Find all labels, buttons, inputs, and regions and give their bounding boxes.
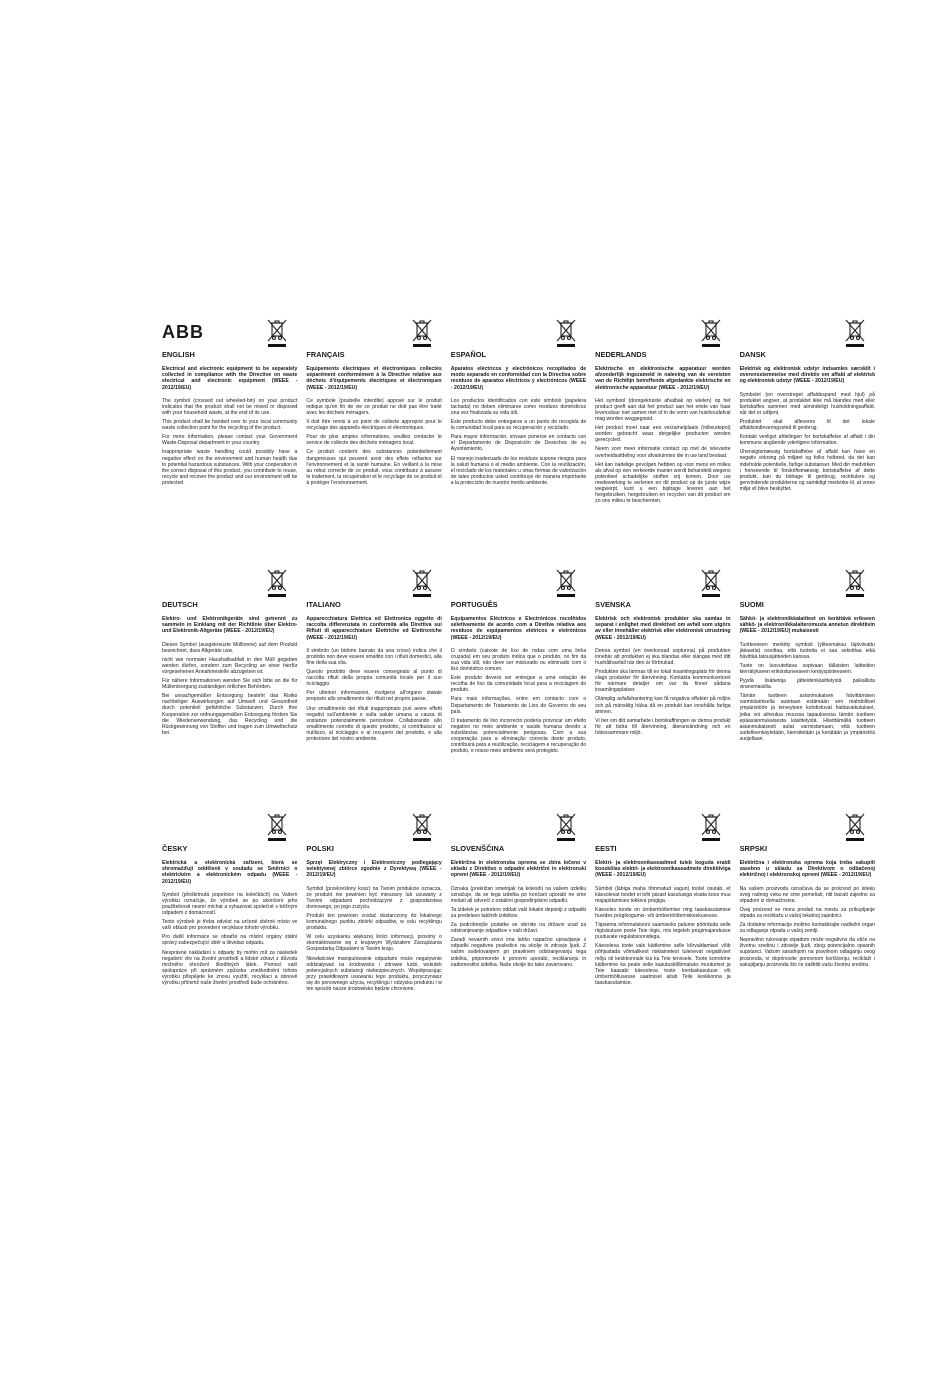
paragraph: Dieses Symbol (ausgekreuzte Mülltonne) auf dem Produkt bezeichnet, dass Altgeräte usw.	[162, 641, 298, 654]
crossed-out-wheelie-bin-icon	[555, 812, 577, 842]
section-title: Equipamentos Eléctricos e Electrónicos recolhidos seletivamente de acordo com a Diretiva relativa aos resíduos de equipamentos elétricos e eletrónicos (WEEE - 2012/19/EU)	[450, 616, 587, 641]
crossed-out-wheelie-bin-icon	[266, 318, 288, 348]
paragraph: Het kan nadelige gevolgen hebben op voor mens en milieu als afval op een verkeerde manier wordt behandeld wegens potentieel schadelijke stoffen vrij komen. Door uw medewerking te verlenen en dit product op de juiste wijze wegwerpt, kunt u een bijdrage leveren aan het hergebruiken, hergebruiken en recyclen van dit product om zo ons milieu te beschermen.	[595, 461, 731, 505]
paragraph: Produkten ska lämnas till en lokal insamlingsplats för denna slags produkter för återvinning. Kontakta kommunkontoret för närmare detaljer om var du finner sådana insamlingsplatser.	[595, 669, 731, 694]
section-polski	[306, 812, 450, 995]
section-italiano	[306, 568, 450, 757]
section-row-3	[162, 812, 884, 995]
section-title: Električna i elektronska oprema koja treba sakupiti zasebno u skladu sa Direktivom o odbačenoj električnoj i elektronskoj opremi (WEEE - 2012/19/EU)	[739, 860, 875, 879]
crossed-out-wheelie-bin-icon	[555, 568, 577, 598]
language-heading: DEUTSCH	[162, 600, 198, 609]
paragraph: For more information, please contact your Government Waste-Disposal department in your country.	[162, 434, 298, 447]
crossed-out-wheelie-bin-icon	[266, 812, 288, 842]
section-title: Sähkö- ja elektroniikkalaitteet on kerättävä erikseen sähkö- ja elektroniikkalaiteromusta annetun direktiivin (WEEE - 2012/19/EU) mukaisesti	[739, 616, 875, 635]
crossed-out-wheelie-bin-icon	[844, 812, 866, 842]
crossed-out-wheelie-bin-icon	[700, 812, 722, 842]
language-heading: SVENSKA	[595, 600, 631, 609]
paragraph: Niewłaściwe manipulowanie odpadami może negatywnie oddziaływać na środowisko i zdrowie ludzi, wskutek potencjalnych substancji niebezpiecznych. Współpracując przy prawidłowym usuwaniu tego produktu, przyczyniasz się do ponownego użycia, recyklingu i odzysku produktu i w ten sposób nasze środowisko będzie chronione.	[306, 955, 442, 993]
section-title: Sprzęt Elektryczny i Elektroniczny podlegający selektywnej zbiórce zgodnie z Dyrektywą (WEEE - 2012/19/EU)	[306, 860, 442, 879]
language-heading: NEDERLANDS	[595, 350, 647, 359]
section-title: Elektrisk och elektronisk produkter ska samlas in separat i enlighet med direktivet om avfall som utgörs av eller innehåller elektrisk eller elektronisk utrustning (WEEE - 2012/19/EU)	[595, 616, 731, 641]
paragraph: Za dodatne informacije molimo kontaktirajte nadležni organ za odlaganje otpada u vašoj zemlji.	[739, 922, 875, 935]
language-heading: ITALIANO	[306, 600, 341, 609]
paragraph: Käesolev toode on ümbertöötlemise ning taaskasutamise huvides prügikogumis- või ümbertöötlemiskeskusesse.	[595, 906, 731, 919]
paragraph: Kontakt venligst afdelingen for bortskaffelse af affald i din kommune angående yderligere information.	[739, 434, 875, 447]
section-francais	[306, 318, 450, 507]
paragraph: Inappropriate waste handling could possibly have a negative effect on the environment and human health due to potential hazardous substances. With your cooperation in the correct disposal of this product, you contribute to reuse, recycle and recover the product and our environment will be protected.	[162, 449, 298, 486]
paragraph: Ta izdelek je potrebno oddati vaši lokalni deponiji z odpadki za predelavo takšnih izdelkov.	[450, 906, 587, 919]
paragraph: Ce symbole (poubelle interdite) apposé sur le produit indique qu'en fin de vie ce produit ne doit pas être traité avec les déchets ménagers.	[306, 397, 442, 416]
paragraph: The symbol (crossed out wheeled-bin) on your product indicates that the product shall not be mixed or disposed with your household waste, at the end of its use.	[162, 397, 298, 416]
language-heading: ENGLISH	[162, 350, 195, 359]
paragraph: Para mayor información, sírvase ponerse en contacto con el Departamento de Disposición de Desechos de su Ayuntamiento.	[450, 434, 587, 453]
section-title: Električna in elektronska oprema se zbira ločeno v skladu z Direktivo o odpadni električni in elektronski opremi (WEEE - 2012/19/EU)	[450, 860, 587, 879]
paragraph: Zaradi nevarnih snovi ima lahko napačno upravljanje z odpadki negativne posledice na okolje in zdravje ljudi. Z vašim sodelovanjem pri pravilnem odstranjevanju tega izdelka, pripomorete k ponovni uporabi, reciklaranju in nadomestitvi izdelka. Naše okolje bo tako zavarovano.	[450, 937, 587, 968]
paragraph: Bei unsachgemäßer Entsorgung besteht das Risiko nachteiliger Auswirkungen auf Umwelt und Gesundheit durch potentiell gefährliche Substanzen. Durch Ihre Kooperation zur ordnungsgemäßen Entsorgung fördern Sie die Wiederverwendung, das Recycling und die Rückgewinnung von Stoffen und tragen zum Umweltschutz bei.	[162, 693, 298, 736]
paragraph: Produkt ten powinien zostać dostarczony do lokalnego komunalnego punktu zbiórki odpadów, w celu recyklingu produktu.	[306, 912, 442, 932]
section-title: Elektrisk og elektronisk udstyr indsamles særskilt i overensstemmelse med direktiv om affald af elektrisk og elektronisk udstyr (WEEE - 2012/19/EU)	[739, 366, 875, 385]
paragraph: Käesoleva toote vale käitlemine selle kõrvaldamisel võib põhjustada võimalikest riskiainetest tulenevat negatiivset mõju nii keskkonnale kui ka Teie tervisele. Toote korrektne käitlemine ka peale selle kasutuskõlbmatuks muutumist ja Teie kaasabi käesoleva toote kordaskasutuse või ümbertöötlusesse saatmisel aitab Teile keskkonna ja taaskasutamise.	[595, 943, 731, 986]
abb-logo: ABB	[162, 322, 204, 342]
language-heading: ESPAÑOL	[450, 350, 486, 359]
section-row-1	[162, 318, 884, 507]
paragraph: Uno smaltimento dei rifiuti inappropriato può avere effetti negativi sull'ambiente e sulla salute umana a causa di sostanze potenzialmente pericolose. Collaborando allo smaltimento corretto di questo prodotto, si contribuisce al riutilizzo, al riciclaggio e al recupero del prodotto, e alla protezione del nostro ambiente.	[306, 705, 442, 743]
paragraph: This product shall be handed over to your local community waste collection point for the recycling of the product.	[162, 419, 298, 432]
paragraph: Het symbool (doorgekruiste afvalbak op wielen) op het product geeft aan dat het product aan het einde van haar levensduur niet samen met of in de vorm van huishoudafval mag worden weggegooid.	[595, 397, 731, 423]
section-title: Aparatos eléctricos y electrónicos recopilados de modo separado en conformidad con la Directiva sobre residuos de aparatos eléctricos y electrónicos (WEEE - 2012/19/EU)	[450, 366, 587, 391]
paragraph: Tuotteeseen merkitty symboli (yliteemaksu läpiviivattu jäteastia) osoittaa, että tuotetta ei saa sekoittaa eikä hävittää talousjätteiden kanssa.	[739, 641, 875, 660]
section-title: Electrical and electronic equipment to be separately collected in compliance with the Directive on waste electrical and electronic equipment (WEEE - 2012/19/EU)	[162, 366, 298, 391]
language-heading: PORTUGUÊS	[450, 600, 498, 609]
paragraph: Nepravilno rukovanje otpadom može negativno da utiče na životnu sredinu i zdravlje ljudi, zbog potencijalno opasnih supstanci. Vašom saradnjom na pravilnom odlaganju ovog proizvoda, vi doprinosite ponovnom korišćenju, reciklaži i sakupljanju proizvoda što će zaštititi vašu životnu sredinu.	[739, 937, 875, 968]
paragraph: El manejo inadecuado de los residuos supone riesgos para la salud humana o el medio ambiente. Con la reutilización, el reciclado de los materiales u otras formas de valorización de tales productos usted contribuye de manera importante a la protección de nuestro medio ambiente.	[450, 455, 587, 486]
paragraph: Nesprávné nakládání s odpady by mohlo mít za následek negativní vliv na životní prostředí a lidské zdraví z důvodu možného ohrožení škodlivých látek. Pomocí vaší spolupráce při správném způsobu zneškodnění tohoto výrobku přispějete ke znovu využití, recyklaci a obnově výrobku přičemž naše životní prostředí bude ochráněno.	[162, 949, 298, 987]
paragraph: Tämän tuotteen asianmukaisen hävittämisen varmistamisella autetaan estämään sen mahdolliset ympäristöön ja terveyteen kohdistuvat haittavaikutukset, jotka voi aiheutua muussa tapauksessa tämän tuotteen epäasianmukaisesta käsittelystä. Hävittämällä tuotteen asianmukaisesti autat varmistamaan, että tuotteen uudelleenkäytetään, kierrätetään ja kerätään ja ympäristöä suojellaan.	[739, 693, 875, 742]
paragraph: Pyydä lisätietoja jätteidenkäsittelystä paikallista viranomaisilta.	[739, 678, 875, 691]
language-heading: FRANÇAIS	[306, 350, 345, 359]
section-srpski	[740, 812, 884, 995]
language-heading: ČESKY	[162, 844, 188, 853]
paragraph: Questo prodotto deve essere consegnato al punto di raccolta rifiuti della propria comunità locale per il suo riciclaggio.	[306, 669, 442, 688]
paragraph: Sümbol (läbiga maha tõmmatud vagun) tootel osutab, et käesolevat toodet ei tohi pärast kasutusiga visata koos muu majapidamises tekkiva prügiga.	[595, 885, 731, 904]
crossed-out-wheelie-bin-icon	[700, 318, 722, 348]
section-title: Elektrická a elektronická zařízení, která se shromažďují odděleně v souladu se Směrnicí o elektrickém a elektronickém odpadu (WEEE - 2012/19/EU)	[162, 860, 298, 885]
crossed-out-wheelie-bin-icon	[266, 568, 288, 598]
language-heading: SRPSKI	[739, 844, 768, 853]
section-portugues	[451, 568, 595, 757]
paragraph: Symbol (přeškrtnutá popelnice na kolečkách) na Vašem výrobku označuje, že výrobek se po ukončení jeho použitelnosti nesmí míchat a vyhazovat společně s běžným odpadem z domácností.	[162, 891, 298, 917]
section-nederlands	[595, 318, 739, 507]
language-heading: SUOMI	[739, 600, 764, 609]
language-heading: SLOVENŠČINA	[450, 844, 505, 853]
section-title: Equipements électriques et électroniques collectés séparément conformément à la Directive relative aux déchets d'équipements électriques et électroniques (WEEE - 2012/19/EU)	[306, 366, 442, 391]
section-svenska	[595, 568, 739, 757]
paragraph: Za podrobnejše podatke se obrnite na državni urad za odstranjevanje odpadkov v vaši državi.	[450, 922, 587, 935]
section-row-2	[162, 568, 884, 757]
crossed-out-wheelie-bin-icon	[555, 318, 577, 348]
section-english	[162, 318, 306, 507]
paragraph: Ovaj proizvod se mora predati na mestu za prikupljanje otpada za reciklažu u vašoj lokalnoj zajednici.	[739, 906, 875, 919]
paragraph: Los productos identificados con este símbolo (papelera tachada) no deben eliminarse como residuos domésticos una vez finalizada su vida útil.	[450, 397, 587, 416]
paragraph: Für nähere Informationen wenden Sie sich bitte an die für Müllentsorgung zuständigen örtlichen Behörden.	[162, 678, 298, 691]
paragraph: Tuote on luovutettava sopivaan tällaisten laitteiden kierrätykseen erikoistuneeseen keräyspisteeseen.	[739, 662, 875, 675]
section-slovenscina	[451, 812, 595, 995]
paragraph: Este producto debe entregarse a un punto de recogida de la comunidad local para su recuperación y reciclado.	[450, 419, 587, 432]
section-title: Elektri- ja elektroonikaseadmed tuleb koguda eraldi kooskõlas elektri- ja elektroonikaseadmete direktiiviga (WEEE - 2012/19/EU)	[595, 860, 731, 879]
paragraph: O símbolo (caixote de lixo de rodas com uma linha cruzada) em seu produto indica que o produto, no fim da sua vida útil, não deve ser misturado ou eliminado com o lixo doméstico comum.	[450, 647, 587, 673]
paragraph: Pro další informace se obraťte na místní orgány státní správy zabezpečující sběr a likvidaci odpadu.	[162, 934, 298, 947]
section-espanol	[451, 318, 595, 507]
paragraph: Ce produit contient des substances potentiellement dangereuses qui peuvent avoir des effets néfastes sur l'environnement et la santé humaine. En veillant à la mise au rebut correcte de ce produit, vous contribuez à assurer le traitement, la récupération et le recyclage de ce produit et à protéger l'environnement.	[306, 449, 442, 486]
crossed-out-wheelie-bin-icon	[411, 568, 433, 598]
paragraph: Na vašem proizvodu označava da se proizvod po isteku svog radnog veka ne sme pomešati, niti bacati zajedno sa otpadom iz domaćinstva.	[739, 885, 875, 904]
paragraph: Para mais informações, entre em contacto com o Departamento de Tratamento de Lixo do Governo do seu país.	[450, 696, 587, 715]
paragraph: O tratamento de lixo incorrecto poderia provocar um efeito negativo no meio ambiente e saúde humana devido a substâncias potencialmente perigosas. Com a sua cooperação para a eliminação correcta deste produto, contribuirá para a reutilização, reciclagem e recuperação do produto, e nosso meio ambiente será protegido.	[450, 717, 587, 755]
paragraph: Uhensigtsmæssig bortskaffelse af affald kan have en negativ virkning på miljøet og folks helbred, da det kan indeholde potentielle, farlige substanser. Med din medvirken i henseende til forskriftsmæssig bortskaffelse af dette produkt, kan du bidrage til genbrug, recirkulere og genvindende produkterne og samtidigt medvirke til, at vores miljø vil blive beskyttet.	[739, 449, 875, 492]
language-heading: EESTI	[595, 844, 617, 853]
paragraph: Symbol (przekreślony kosz) na Twoim produkcie oznacza, że produkt nie powinien być mieszany lub usuwany z Twoimi odpadami pochodzącymi z gospodarstwa domowego, po jego zużyciu.	[306, 885, 442, 910]
paragraph: Neem voor meer informatie contact op met de relevante overheidsafdeling voor afvalruimtes die in uw land bestaat.	[595, 446, 731, 459]
paragraph: Produktet skal afleveres til det lokale affaldsindleveringssted til genbrug.	[739, 418, 875, 432]
paragraph: Denna symbol (en överkorsad soptunna) på produkten innebär att produkten ej ska blandas eller slängas med ditt hushållsavfall när den är förbrukad.	[595, 647, 731, 666]
crossed-out-wheelie-bin-icon	[411, 318, 433, 348]
crossed-out-wheelie-bin-icon	[700, 568, 722, 598]
section-title: Elektrische en elektronische apparatuur worden afzonderlijk ingezameld in naleving van de vereisten van de Richtlijn betreffende afgedankte elektrische en elektronische apparatuur (WEEE - 2012/19/EU)	[595, 366, 731, 391]
paragraph: Pour de plus amples informations, veuillez contacter le service de collecte des déchets ménagers local.	[306, 434, 442, 447]
paragraph: Il doit être remis à un point de collecte approprié pour le recyclage des appareils électriques et électroniques.	[306, 419, 442, 432]
section-deutsch	[162, 568, 306, 757]
section-dansk	[740, 318, 884, 507]
paragraph: Il simbolo (un bidone barrato da una croce) indica che il prodotto non deve essere smaltito con i rifiuti domestici, alla fine della sua vita.	[306, 647, 442, 666]
paragraph: Oznaka (prekrižan smetnjak na kolesih) na vašem izdelku označuje, da se tega izdelka po končani uporabi ne sme mešati ali odvreči z ostalimi gospodinjskimi odpadki.	[450, 885, 587, 904]
paragraph: Tento výrobek je třeba odvézt na určené sběrné místo ve vaší oblasti pro provedení recyklace tohoto výrobku.	[162, 919, 298, 932]
paragraph: Het product moet naar een verzamelplaats (milieudepot) worden gebracht waar dergelijke producten worden gerecycled.	[595, 425, 731, 444]
paragraph: Symbolet (en overstreget affaldsspand med hjul) på produktet angiver, at produktet ikke må blandes med eller bortskaffes sammen med almindeligt husholdningsaffald, når det er udtjent.	[739, 391, 875, 416]
paragraph: Per ulteriori informazioni, rivolgersi all'organo statale preposto allo smaltimento dei rifiuti nel proprio paese.	[306, 690, 442, 703]
paragraph: Täpsema informatsiooni saamiseks palume pöörduda selle riigisisutuse poole Teie riigis, mis tegeleb prügimajandusse puutuvate regulatsioonidega.	[595, 922, 731, 941]
section-eesti	[595, 812, 739, 995]
crossed-out-wheelie-bin-icon	[844, 568, 866, 598]
paragraph: Olämplig avfallshantering kan få negativa effekter på miljön och på mänsklig hälsa då en produkt kan innehålla farliga ämnen.	[595, 696, 731, 715]
section-suomi	[740, 568, 884, 757]
crossed-out-wheelie-bin-icon	[411, 812, 433, 842]
crossed-out-wheelie-bin-icon	[844, 318, 866, 348]
section-title: Elektro- und Elektronikgeräte sind getrennt zu sammeln in Einklang mit der Richtlinie über Elektro- und Elektronik-Altgeräte (WEEE - 2012/19/EU)	[162, 616, 298, 635]
paragraph: Vi ber om ditt samarbete i bortskaffningen av denna produkt för att bidra till återvinning, återanvändning och en hälsosammare miljö.	[595, 717, 731, 736]
paragraph: W celu uzyskania większej ilości informacji, prosimy o skontaktowanie się z krajowym Wydziałem Zarządzania Gospodarką Odpadami w Twoim kraju.	[306, 934, 442, 953]
section-cesky	[162, 812, 306, 995]
paragraph: Este produto deverá ser entregue a uma estação de recolha de lixo da comunidade local para a reciclagem do produto.	[450, 675, 587, 694]
language-heading: POLSKI	[306, 844, 334, 853]
language-heading: DANSK	[739, 350, 766, 359]
paragraph: nicht wie normaler Haushaltsabfall in den Müll gegeben werden dürfen, sondern zum Recycling an einer hierfür vorgesehenen Annahmestelle abzugeben ist.	[162, 656, 298, 675]
section-title: Apparecchiatura Elettrica ed Elettronica oggetto di raccolta differenziata in conformità alla Direttiva sui Rifiuti di apparecchiature Elettriche ed Elettroniche (WEEE - 2012/19/EU)	[306, 616, 442, 641]
